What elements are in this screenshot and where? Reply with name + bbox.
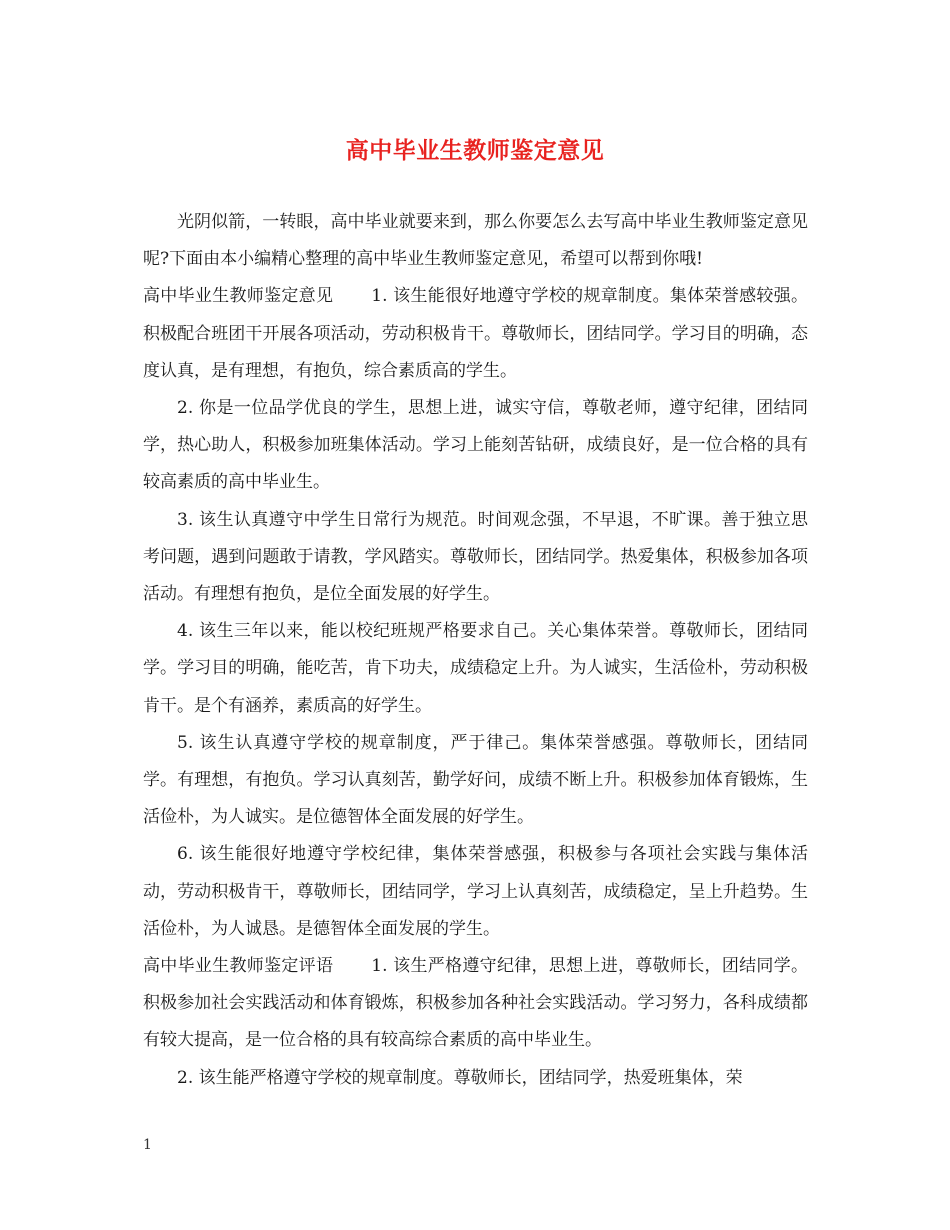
page-title: 高中毕业生教师鉴定意见 — [345, 137, 605, 164]
section-1-item-6: 6. 该生能很好地遵守学校纪律，集体荣誉感强，积极参与各项社会实践与集体活动，劳动积极肯干，尊敬师长，团结同学，学习上认真刻苦，成绩稳定，呈上升趋势。生活俭朴，为人诚恳。是德智体全面发展的学生。 — [143, 844, 808, 939]
section-2-heading: 高中毕业生教师鉴定评语 — [143, 956, 334, 977]
section-1-paragraph — [143, 278, 808, 390]
section-1-item-2: 2. 你是一位品学优良的学生，思想上进，诚实守信，尊敬老师，遵守纪律，团结同学，热心助人，积极参加班集体活动。学习上能刻苦钻研，成绩良好，是一位合格的具有较高素质的高中毕业生。 — [143, 398, 808, 493]
section-2-paragraph — [143, 948, 808, 1060]
page-number: 1 — [143, 1137, 152, 1153]
document-body — [143, 204, 808, 1097]
section-1-item-5: 5. 该生认真遵守学校的规章制度，严于律己。集体荣誉感强。尊敬师长，团结同学。有理想，有抱负。学习认真刻苦，勤学好问，成绩不断上升。积极参加体育锻炼，生活俭朴，为人诚实。是位德智体全面发展的好学生。 — [143, 732, 808, 828]
section-1-item-3: 3. 该生认真遵守中学生日常行为规范。时间观念强，不早退，不旷课。善于独立思考问题，遇到问题敢于请教，学风踏实。尊敬师长，团结同学。热爱集体，积极参加各项活动。有理想有抱负，是位全面发展的好学生。 — [143, 509, 808, 605]
section-1-heading: 高中毕业生教师鉴定意见 — [143, 286, 334, 307]
section-2-item-2: 2. 该生能严格遵守学校的规章制度。尊敬师长，团结同学，热爱班集体，荣 — [177, 1067, 743, 1088]
intro-paragraph: 光阴似箭，一转眼，高中毕业就要来到，那么你要怎么去写高中毕业生教师鉴定意见呢?下面由本小编精心整理的高中毕业生教师鉴定意见，希望可以帮到你哦! — [143, 212, 808, 270]
section-2-item-1: 1. 该生严格遵守纪律，思想上进，尊敬师长，团结同学。积极参加社会实践活动和体育锻炼，积极参加各种社会实践活动。学习努力，各科成绩都有较大提高，是一位合格的具有较高综合素质的高中毕业生。 — [143, 956, 809, 1051]
section-1-item-4: 4. 该生三年以来，能以校纪班规严格要求自己。关心集体荣誉。尊敬师长，团结同学。学习目的明确，能吃苦，肯下功夫，成绩稳定上升。为人诚实，生活俭朴，劳动积极肯干。是个有涵养，素质高的好学生。 — [143, 621, 808, 716]
section-1-item-1: 1. 该生能很好地遵守学校的规章制度。集体荣誉感较强。积极配合班团干开展各项活动，劳动积极肯干。尊敬师长，团结同学。学习目的明确，态度认真，是有理想，有抱负，综合素质高的学生。 — [143, 286, 809, 381]
